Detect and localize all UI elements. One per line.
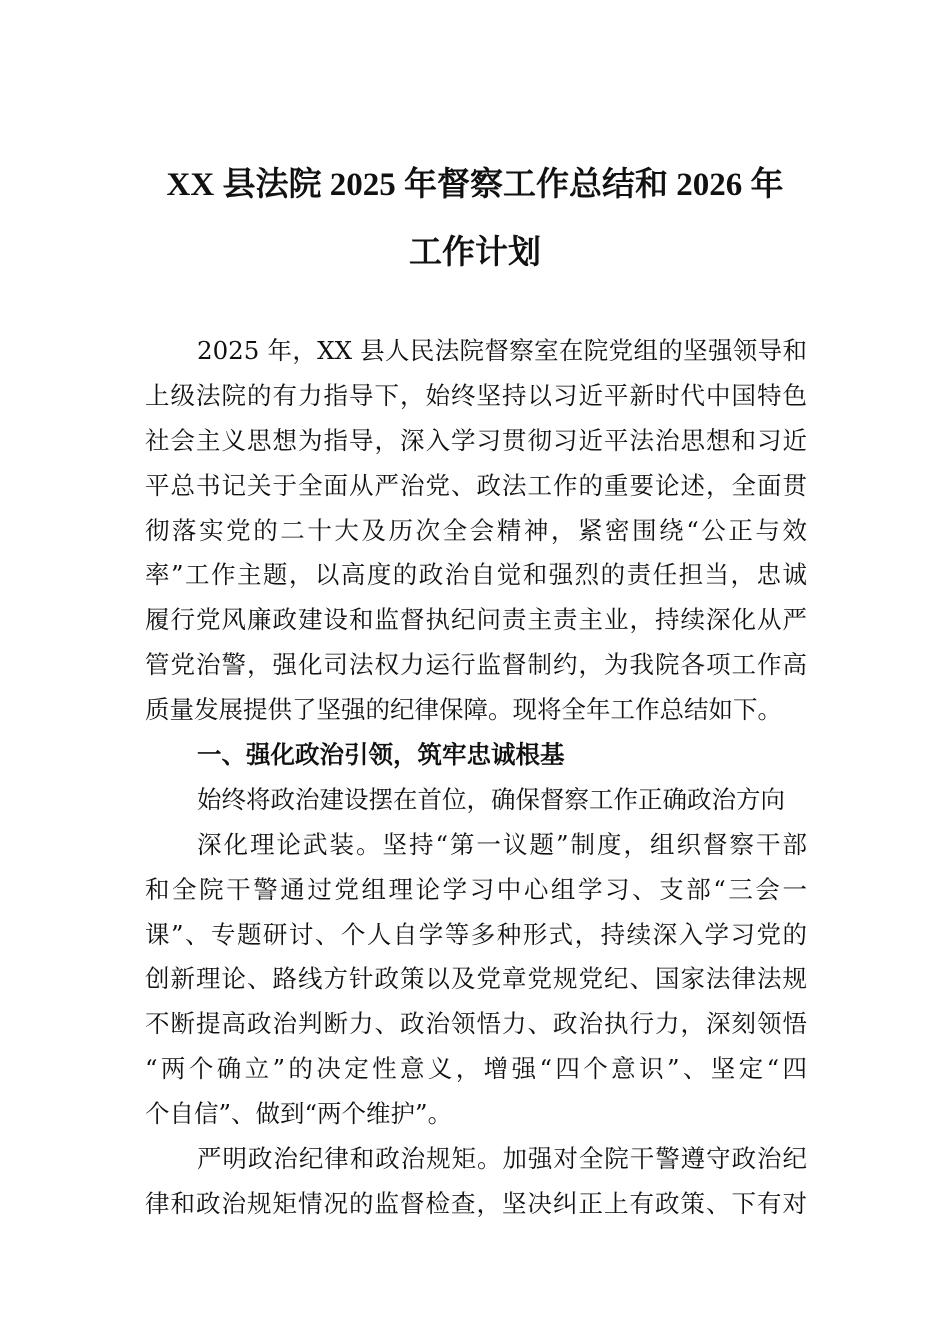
paragraph-line: 平总书记关于全面从严治党、政法工作的重要论述，全面贯 <box>145 470 807 500</box>
paragraph-line: 不断提高政治判断力、政治领悟力、政治执行力，深刻领悟 <box>145 1009 807 1039</box>
paragraph-line: 严明政治纪律和政治规矩。加强对全院干警遵守政治纪 <box>197 1144 807 1174</box>
paragraph-line: 始终将政治建设摆在首位，确保督察工作正确政治方向 <box>197 784 785 814</box>
paragraph-line: 和全院干警通过党组理论学习中心组学习、支部“三会一 <box>145 874 807 904</box>
paragraph-line: 社会主义思想为指导，深入学习贯彻习近平法治思想和习近 <box>145 425 807 455</box>
paragraph-line: “两个确立”的决定性意义，增强“四个意识”、坚定“四 <box>145 1054 807 1084</box>
paragraph-line: 律和政治规矩情况的监督检查，坚决纠正上有政策、下有对 <box>145 1188 807 1218</box>
paragraph-line: 创新理论、路线方针政策以及党章党规党纪、国家法律法规 <box>145 964 807 994</box>
paragraph-line: 率”工作主题，以高度的政治自觉和强烈的责任担当，忠诚 <box>145 560 807 590</box>
paragraph-line: 深化理论武装。坚持“第一议题”制度，组织督察干部 <box>197 829 807 859</box>
paragraph-line: 质量发展提供了坚强的纪律保障。现将全年工作总结如下。 <box>145 695 782 725</box>
paragraph-line: 个自信”、做到“两个维护”。 <box>145 1099 453 1129</box>
paragraph-line: 课”、专题研讨、个人自学等多种形式，持续深入学习党的 <box>145 919 807 949</box>
paragraph-line: 2025 年，XX 县人民法院督察室在院党组的坚强领导和 <box>197 336 807 365</box>
document-title-line-1: XX 县法院 2025 年督察工作总结和 2026 年 <box>166 167 784 203</box>
paragraph-line: 管党治警，强化司法权力运行监督制约，为我院各项工作高 <box>145 650 807 680</box>
paragraph-line: 上级法院的有力指导下，始终坚持以习近平新时代中国特色 <box>145 380 807 410</box>
document-title-line-2: 工作计划 <box>409 235 541 271</box>
section-heading: 一、强化政治引领，筑牢忠诚根基 <box>197 740 565 770</box>
paragraph-line: 履行党风廉政建设和监督执纪问责主责主业，持续深化从严 <box>145 605 807 635</box>
paragraph-line: 彻落实党的二十大及历次全会精神，紧密围绕“公正与效 <box>145 515 807 545</box>
document-body <box>145 329 807 1227</box>
